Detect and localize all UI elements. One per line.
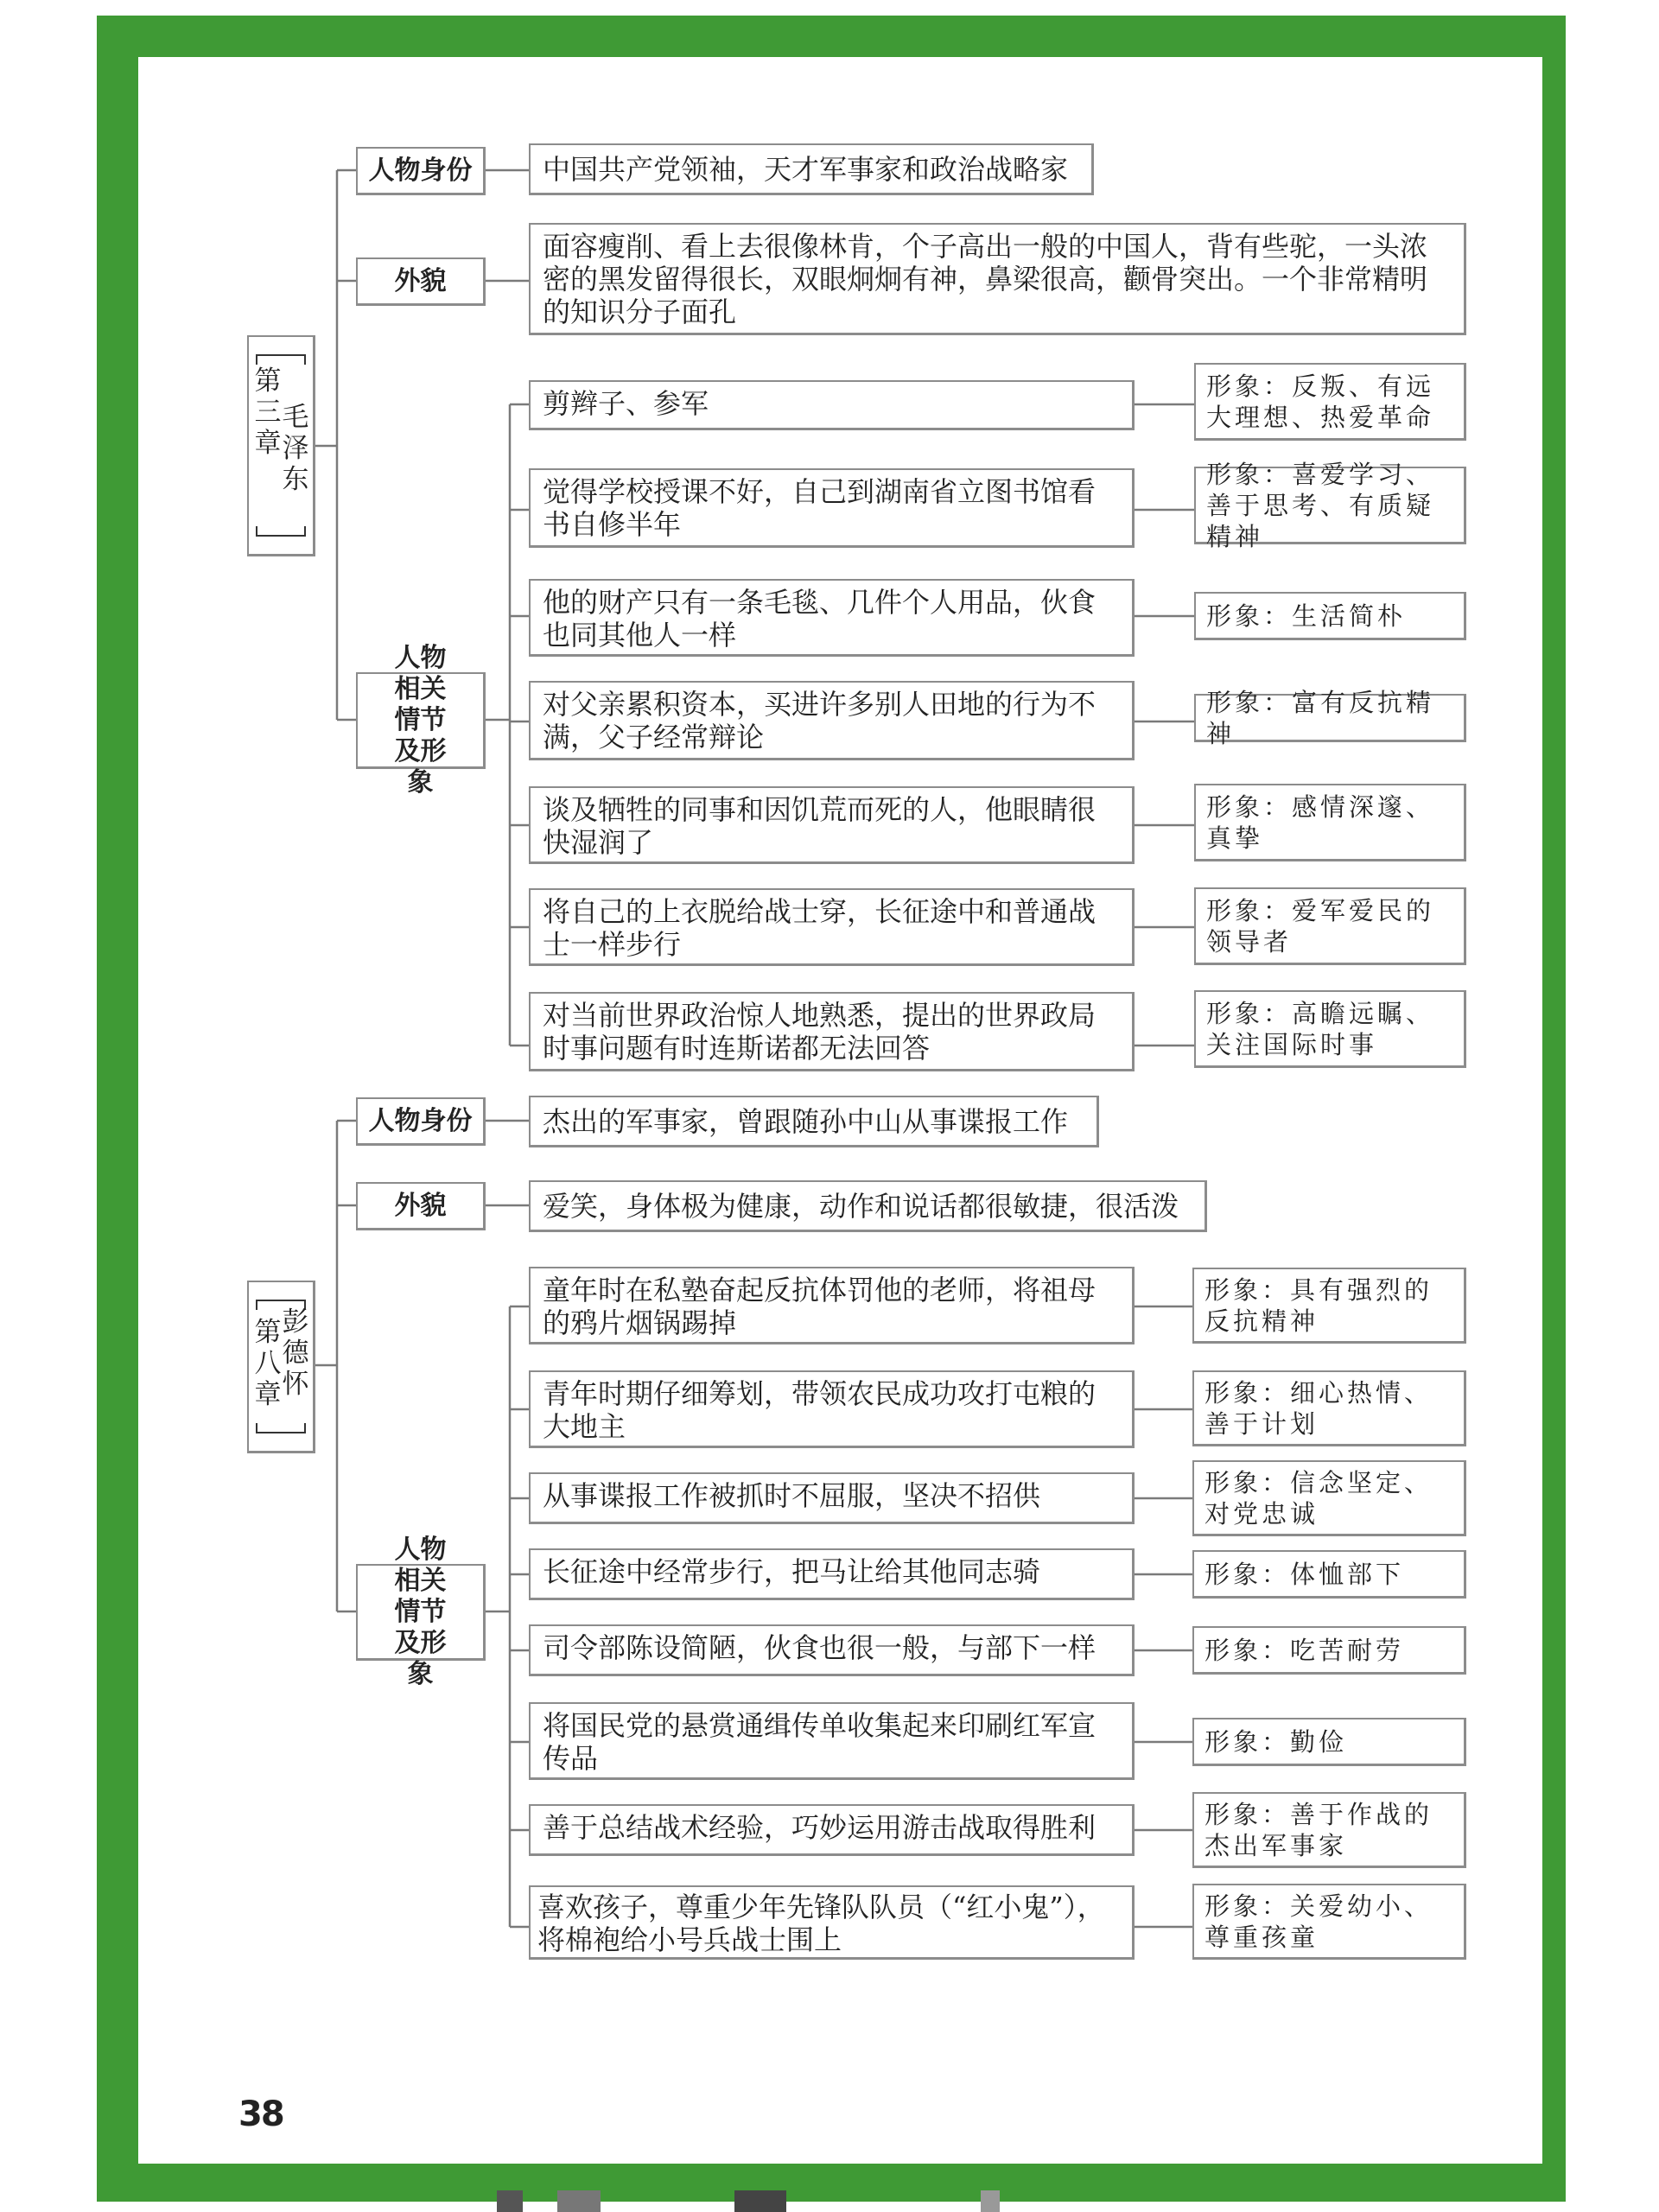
plot-item: 喜欢孩子，尊重少年先锋队队员（“红小鬼”），将棉袍给小号兵战士围上 bbox=[529, 1885, 1135, 1960]
appearance-text: 爱笑，身体极为健康，动作和说话都很敏捷，很活泼 bbox=[529, 1180, 1207, 1232]
identity-label: 人物身份 bbox=[356, 147, 486, 195]
plot-item: 将自己的上衣脱给战士穿，长征途中和普通战士一样步行 bbox=[529, 888, 1135, 966]
plot-item: 觉得学校授课不好，自己到湖南省立图书馆看书自修半年 bbox=[529, 468, 1135, 548]
plot-item: 对父亲累积资本，买进许多别人田地的行为不满，父子经常辩论 bbox=[529, 681, 1135, 760]
trait-item: 形象：信念坚定、对党忠诚 bbox=[1192, 1460, 1466, 1536]
plot-item: 长征途中经常步行，把马让给其他同志骑 bbox=[529, 1548, 1135, 1600]
trait-item: 形象：高瞻远瞩、关注国际时事 bbox=[1194, 990, 1466, 1068]
trait-item: 形象：感情深邃、真挚 bbox=[1194, 784, 1466, 861]
trait-item: 形象：吃苦耐劳 bbox=[1192, 1626, 1466, 1675]
plot-item: 剪辫子、参军 bbox=[529, 380, 1135, 430]
trait-item: 形象：生活简朴 bbox=[1194, 592, 1466, 640]
trait-item: 形象：善于作战的杰出军事家 bbox=[1192, 1792, 1466, 1868]
appearance-text: 面容瘦削、看上去很像林肯，个子高出一般的中国人，背有些驼，一头浓密的黑发留得很长，双眼炯炯有神，鼻梁很高，颧骨突出。一个非常精明的知识分子面孔 bbox=[529, 223, 1466, 335]
trait-item: 形象：关爱幼小、尊重孩童 bbox=[1192, 1884, 1466, 1960]
plot-item: 将国民党的悬赏通缉传单收集起来印刷红军宣传品 bbox=[529, 1702, 1135, 1780]
plot-item: 善于总结战术经验，巧妙运用游击战取得胜利 bbox=[529, 1804, 1135, 1856]
trait-item: 形象：体恤部下 bbox=[1192, 1550, 1466, 1599]
appearance-label: 外貌 bbox=[356, 257, 486, 306]
scan-artifact bbox=[557, 2190, 601, 2212]
plot-item: 从事谍报工作被抓时不屈服，坚决不招供 bbox=[529, 1472, 1135, 1524]
trait-item: 形象：富有反抗精神 bbox=[1194, 694, 1466, 742]
appearance-label: 外貌 bbox=[356, 1182, 486, 1230]
plot-label: 人物相关情节及形象 bbox=[356, 672, 486, 769]
trait-item: 形象：勤俭 bbox=[1192, 1718, 1466, 1766]
plot-item: 司令部陈设简陋，伙食也很一般，与部下一样 bbox=[529, 1624, 1135, 1676]
chapter-number: 第 八 章 bbox=[254, 1317, 282, 1410]
scan-artifact bbox=[981, 2190, 1000, 2212]
plot-item: 童年时在私塾奋起反抗体罚他的老师，将祖母的鸦片烟锅踢掉 bbox=[529, 1267, 1135, 1344]
identity-text: 中国共产党领袖，天才军事家和政治战略家 bbox=[529, 143, 1094, 195]
page-number: 38 bbox=[238, 2094, 283, 2134]
trait-item: 形象：反叛、有远大理想、热爱革命 bbox=[1194, 363, 1466, 441]
chapter-person-name: 毛 泽 东 bbox=[282, 402, 309, 495]
plot-item: 对当前世界政治惊人地熟悉，提出的世界政局时事问题有时连斯诺都无法回答 bbox=[529, 992, 1135, 1071]
trait-item: 形象：爱军爱民的领导者 bbox=[1194, 887, 1466, 965]
chapter-3-box bbox=[247, 335, 315, 556]
trait-item: 形象：细心热情、善于计划 bbox=[1192, 1370, 1466, 1446]
chapter-8-box bbox=[247, 1281, 315, 1453]
identity-label: 人物身份 bbox=[356, 1097, 486, 1146]
chapter-number: 第 三 章 bbox=[254, 365, 282, 459]
scan-artifact bbox=[734, 2190, 786, 2212]
trait-item: 形象：具有强烈的反抗精神 bbox=[1192, 1268, 1466, 1344]
chapter-person-name: 彭 德 怀 bbox=[282, 1306, 309, 1400]
scan-artifact bbox=[497, 2190, 523, 2212]
identity-text: 杰出的军事家，曾跟随孙中山从事谍报工作 bbox=[529, 1096, 1099, 1147]
plot-item: 他的财产只有一条毛毯、几件个人用品，伙食也同其他人一样 bbox=[529, 579, 1135, 657]
plot-item: 谈及牺牲的同事和因饥荒而死的人，他眼睛很快湿润了 bbox=[529, 786, 1135, 864]
plot-item: 青年时期仔细筹划，带领农民成功攻打屯粮的大地主 bbox=[529, 1370, 1135, 1448]
plot-label: 人物相关情节及形象 bbox=[356, 1564, 486, 1661]
trait-item: 形象：喜爱学习、善于思考、有质疑精神 bbox=[1194, 467, 1466, 544]
